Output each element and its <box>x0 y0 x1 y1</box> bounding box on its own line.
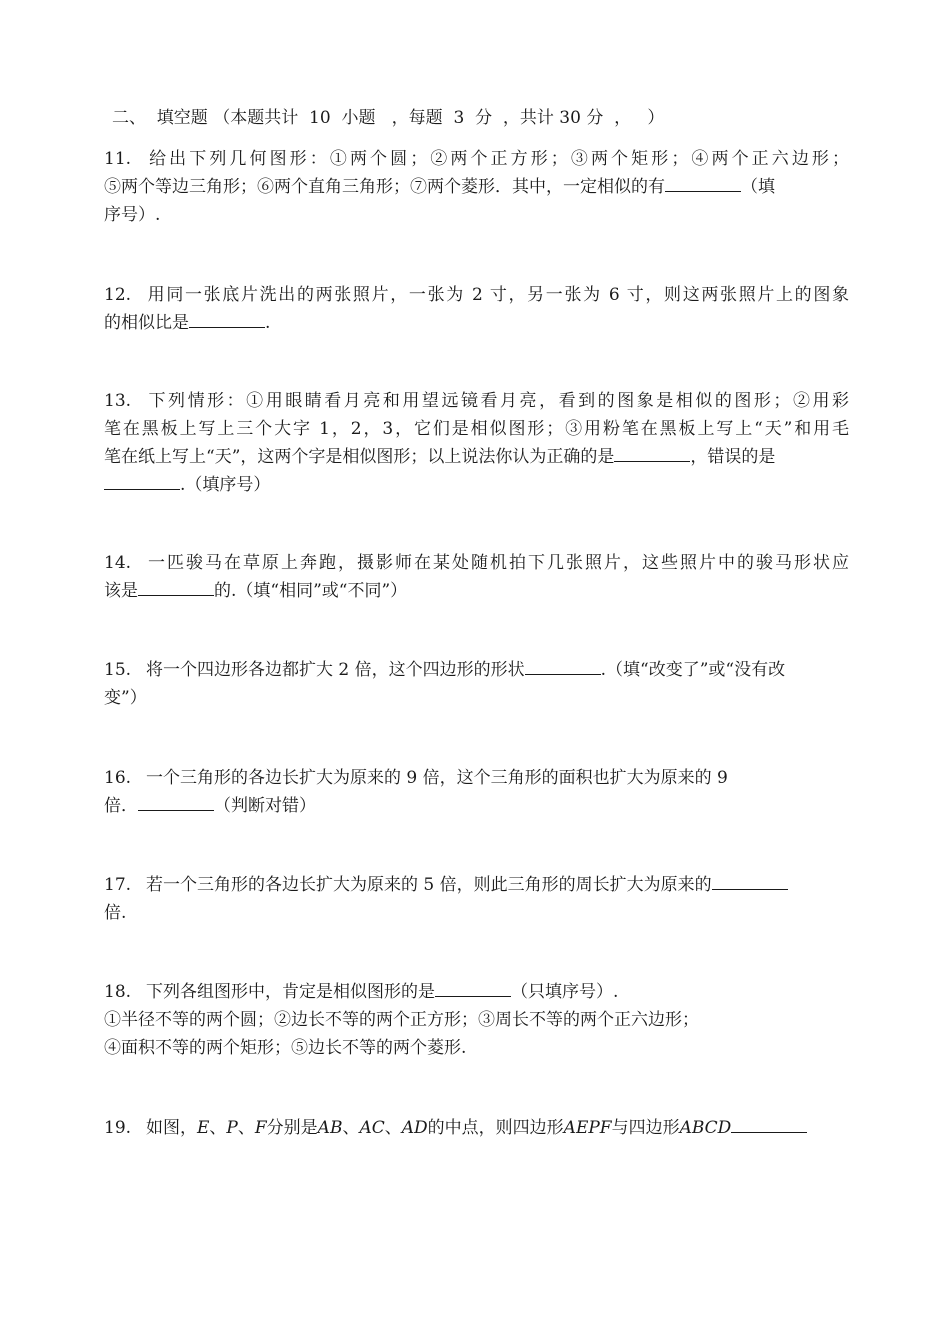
math-var: P <box>226 1118 238 1138</box>
math-var: AC <box>359 1118 385 1138</box>
question-line: ⑤两个等边三角形；⑥两个直角三角形；⑦两个菱形．其中，一定相似的有 （填 <box>104 173 849 201</box>
question-number: 18. <box>104 982 132 1002</box>
question-line: 倍． （判断对错） <box>104 792 849 820</box>
question-19 <box>104 1114 849 1142</box>
question-line: 笔在纸上写上“天”，这两个字是相似图形；以上说法你认为正确的是 ，错误的是 <box>104 443 849 471</box>
question-17 <box>104 871 849 927</box>
answer-blank[interactable] <box>665 173 741 192</box>
answer-blank[interactable] <box>614 443 690 462</box>
question-number: 15. <box>104 660 132 680</box>
question-number: 16. <box>104 768 132 788</box>
question-11 <box>104 145 849 229</box>
question-line: 序号）. <box>104 205 161 225</box>
question-18 <box>104 978 849 1062</box>
question-number: 19. <box>104 1118 132 1138</box>
question-line: 16. 一个三角形的各边长扩大为原来的 9 倍，这个三角形的面积也扩大为原来的 9 <box>104 764 849 792</box>
question-16 <box>104 764 849 820</box>
answer-blank[interactable] <box>435 978 511 997</box>
question-number: 11. <box>104 149 132 169</box>
question-line: 15. 将一个四边形各边都扩大 2 倍，这个四边形的形状 .（填“改变了”或“没有改 <box>104 656 849 684</box>
question-line: ①半径不等的两个圆；②边长不等的两个正方形；③周长不等的两个正六边形； <box>104 1010 699 1030</box>
question-number: 13. <box>104 391 132 411</box>
math-var: AEPF <box>563 1118 612 1138</box>
question-line: 12. 用同一张底片洗出的两张照片，一张为 2 寸，另一张为 6 寸，则这两张照片上的图象 <box>104 281 849 309</box>
question-line: 的相似比是 . <box>104 309 849 337</box>
question-13 <box>104 387 849 499</box>
answer-blank[interactable] <box>138 792 214 811</box>
question-line: 17. 若一个三角形的各边长扩大为原来的 5 倍，则此三角形的周长扩大为原来的 <box>104 871 849 899</box>
question-line: 18. 下列各组图形中，肯定是相似图形的是 （只填序号）. <box>104 978 849 1006</box>
question-number: 14. <box>104 553 132 573</box>
answer-blank[interactable] <box>189 309 265 328</box>
answer-blank[interactable] <box>104 471 180 490</box>
question-14 <box>104 549 849 605</box>
answer-blank[interactable] <box>525 656 601 675</box>
math-var: AB <box>317 1118 343 1138</box>
math-var: F <box>254 1118 267 1138</box>
question-12 <box>104 281 849 337</box>
answer-blank[interactable] <box>138 577 214 596</box>
math-var: AD <box>401 1118 428 1138</box>
question-line: 19. 如图，E、P、F分别是AB、AC、AD的中点，则四边形AEPF与四边形ABCD <box>104 1114 849 1142</box>
question-15 <box>104 656 849 712</box>
question-number: 12. <box>104 285 132 305</box>
math-var: E <box>197 1118 210 1138</box>
question-line: 倍. <box>104 903 127 923</box>
question-line: 11. 给出下列几何图形：①两个圆；②两个正方形；③两个矩形；④两个正六边形； <box>104 145 849 173</box>
answer-blank[interactable] <box>712 871 788 890</box>
math-var: ABCD <box>679 1118 732 1138</box>
question-line: 该是 的.（填“相同”或“不同”） <box>104 577 849 605</box>
question-number: 17. <box>104 875 132 895</box>
section-title: 二、 填空题 （本题共计 10 小题 ，每题 3 分 ，共计 30 分 ， ） <box>112 108 665 128</box>
question-line: ④面积不等的两个矩形；⑤边长不等的两个菱形. <box>104 1038 467 1058</box>
question-line: .（填序号） <box>104 471 849 499</box>
question-line: 13. 下列情形：①用眼睛看月亮和用望远镜看月亮，看到的图象是相似的图形；②用彩 <box>104 387 849 415</box>
question-line: 14. 一匹骏马在草原上奔跑，摄影师在某处随机拍下几张照片，这些照片中的骏马形状应 <box>104 549 849 577</box>
question-line: 变”） <box>104 688 147 708</box>
answer-blank[interactable] <box>731 1114 807 1133</box>
question-line: 笔在黑板上写上三个大字 1，2，3，它们是相似图形；③用粉笔在黑板上写上“天”和用毛 <box>104 419 849 439</box>
